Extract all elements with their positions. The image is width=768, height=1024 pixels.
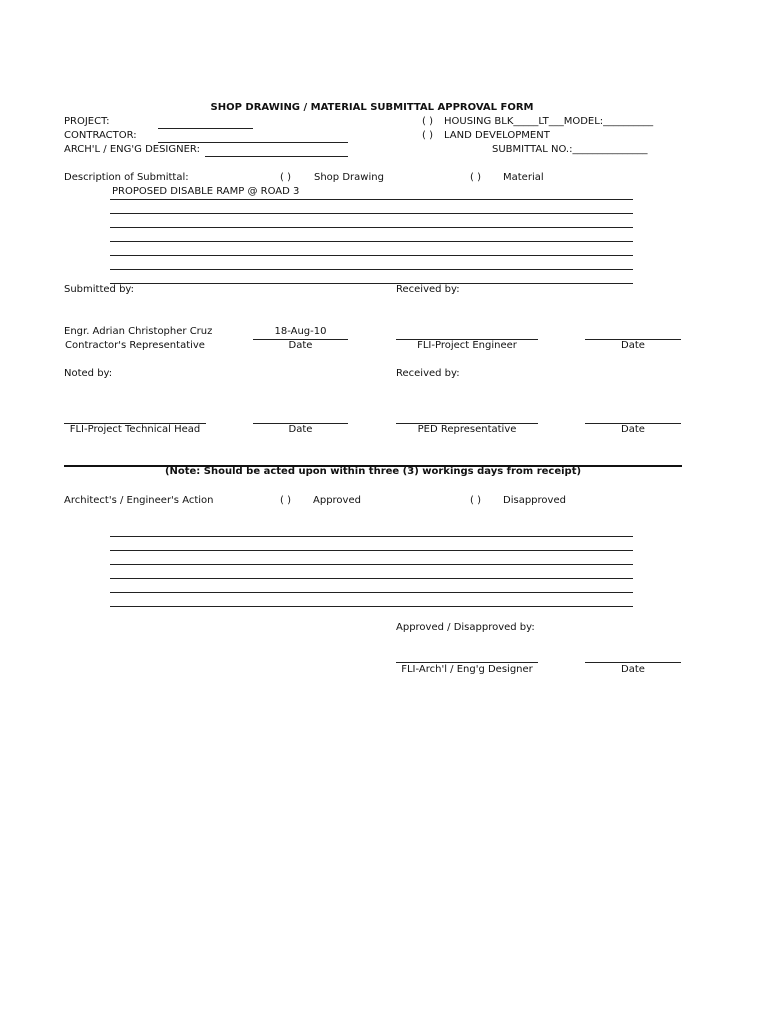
land-dev-label: LAND DEVELOPMENT xyxy=(444,130,550,141)
project-label: PROJECT: xyxy=(64,116,110,127)
noted-by-label: Noted by: xyxy=(64,368,113,379)
date-caption: Date xyxy=(621,340,645,351)
tech-head-caption: FLI-Project Technical Head xyxy=(69,424,201,435)
submitted-by-label: Submitted by: xyxy=(64,284,134,295)
shop-drawing-label: Shop Drawing xyxy=(314,172,384,183)
contractor-field[interactable] xyxy=(158,142,348,143)
housing-label: HOUSING BLK_____LT___MODEL:__________ xyxy=(444,116,654,127)
remarks-line[interactable] xyxy=(110,606,633,607)
disapproved-checkbox[interactable]: ( ) xyxy=(470,495,481,506)
approved-checkbox[interactable]: ( ) xyxy=(280,495,291,506)
submit-date: 18-Aug-10 xyxy=(274,326,327,337)
date-caption: Date xyxy=(621,424,645,435)
date-caption: Date xyxy=(288,340,313,351)
disapproved-label: Disapproved xyxy=(503,495,566,506)
shop-drawing-checkbox[interactable]: ( ) xyxy=(280,172,291,183)
ped-rep-caption: PED Representative xyxy=(417,424,517,435)
approved-label: Approved xyxy=(313,495,361,506)
material-label: Material xyxy=(503,172,544,183)
project-field[interactable] xyxy=(158,128,253,129)
remarks-line[interactable] xyxy=(110,564,633,565)
designer-signature-line[interactable] xyxy=(396,662,538,663)
material-checkbox[interactable]: ( ) xyxy=(470,172,481,183)
contractor-rep-caption: Contractor's Representative xyxy=(65,340,205,351)
submittal-no-field[interactable]: SUBMITTAL NO.:_______________ xyxy=(492,144,648,155)
received-by-label: Received by: xyxy=(396,284,460,295)
description-line-text: PROPOSED DISABLE RAMP @ ROAD 3 xyxy=(112,186,300,197)
description-line[interactable] xyxy=(110,227,633,228)
remarks-line[interactable] xyxy=(110,550,633,551)
contractor-name: Engr. Adrian Christopher Cruz xyxy=(64,326,213,337)
designer-caption: FLI-Arch'l / Eng'g Designer xyxy=(401,664,533,675)
designer-label: ARCH'L / ENG'G DESIGNER: xyxy=(64,144,200,155)
remarks-line[interactable] xyxy=(110,592,633,593)
remarks-line[interactable] xyxy=(110,536,633,537)
description-line[interactable] xyxy=(110,213,633,214)
date-caption: Date xyxy=(288,424,313,435)
description-line[interactable] xyxy=(110,241,633,242)
land-dev-checkbox[interactable]: ( ) xyxy=(422,130,433,141)
designer-field[interactable] xyxy=(205,156,348,157)
received-by-label: Received by: xyxy=(396,368,460,379)
contractor-label: CONTRACTOR: xyxy=(64,130,137,141)
form-title: SHOP DRAWING / MATERIAL SUBMITTAL APPROVAL FORM xyxy=(210,102,534,113)
housing-checkbox[interactable]: ( ) xyxy=(422,116,433,127)
approved-by-label: Approved / Disapproved by: xyxy=(396,622,535,633)
note-text: (Note: Should be acted upon within three (3) workings days from receipt) xyxy=(164,466,582,477)
date-caption: Date xyxy=(621,664,645,675)
remarks-line[interactable] xyxy=(110,578,633,579)
description-line[interactable] xyxy=(110,199,633,200)
description-line[interactable] xyxy=(110,283,633,284)
description-label: Description of Submittal: xyxy=(64,172,189,183)
action-label: Architect's / Engineer's Action xyxy=(64,495,214,506)
description-line[interactable] xyxy=(110,255,633,256)
date-signature-line[interactable] xyxy=(585,662,681,663)
description-line[interactable] xyxy=(110,269,633,270)
project-engineer-caption: FLI-Project Engineer xyxy=(417,340,517,351)
